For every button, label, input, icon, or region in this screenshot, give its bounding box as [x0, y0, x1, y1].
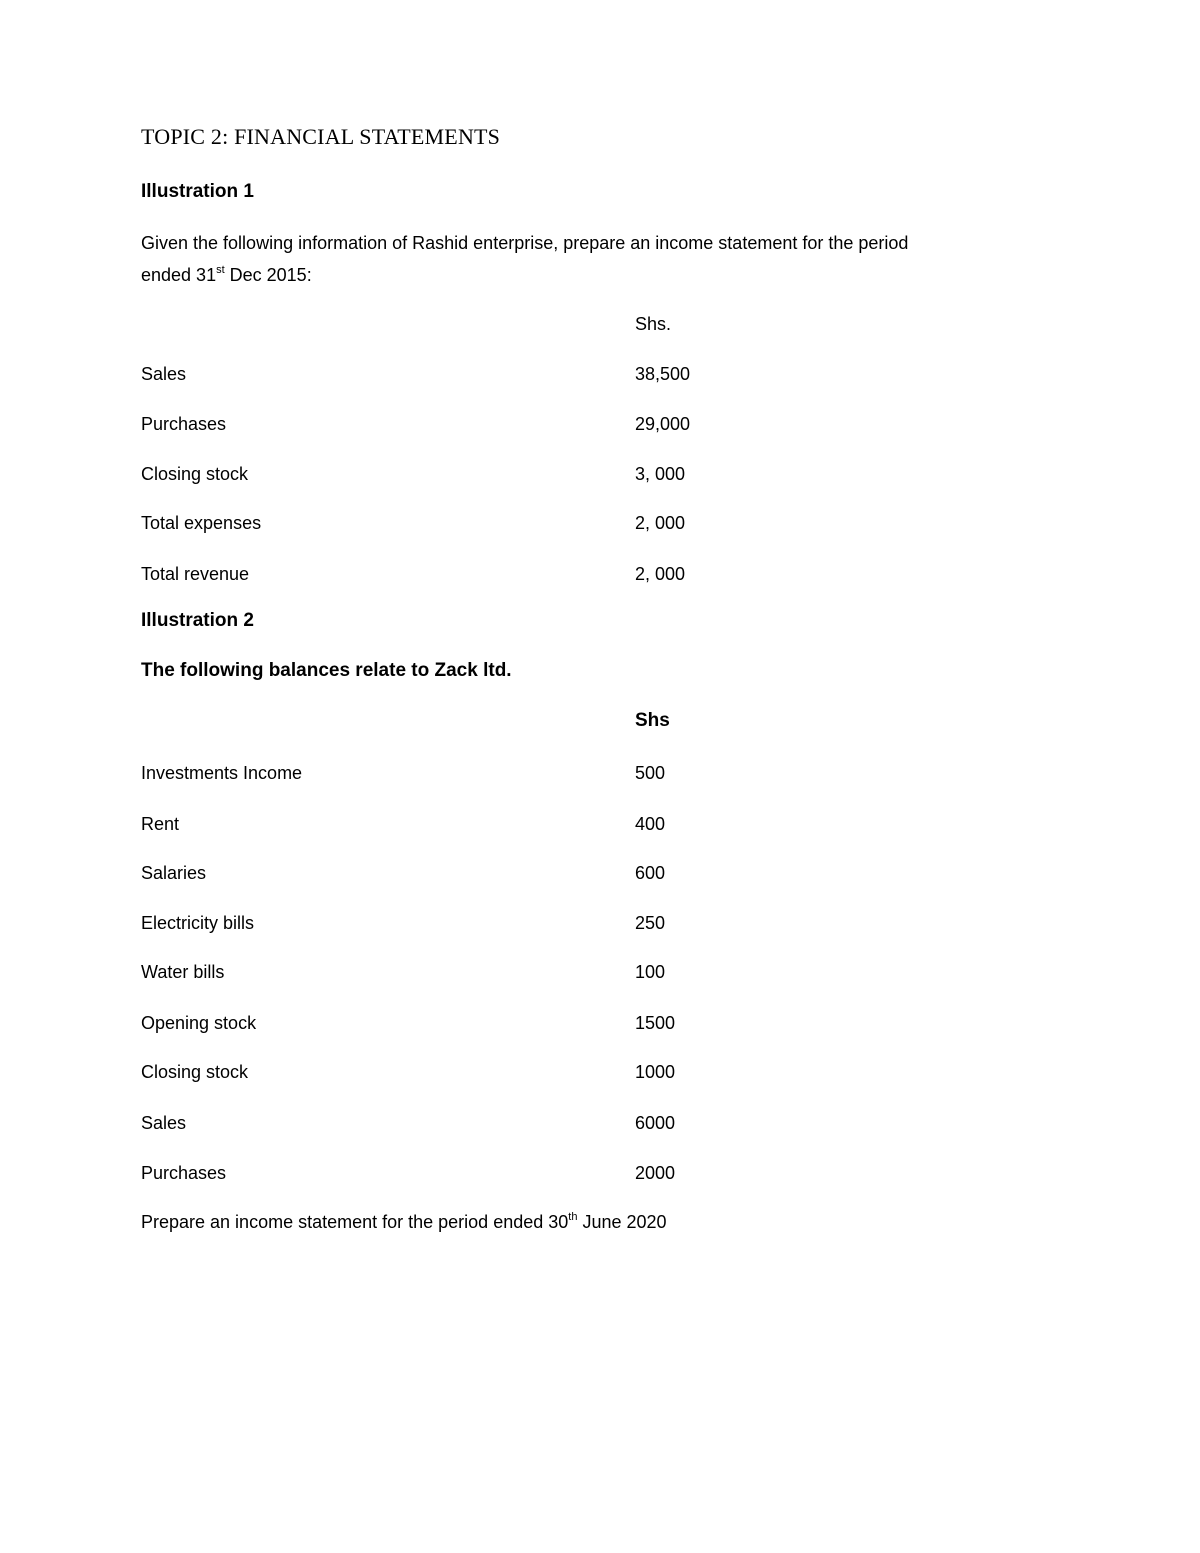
ill2-row-value: 100 — [635, 962, 666, 982]
instruction-suffix: June 2020 — [577, 1212, 667, 1232]
ill2-row-value: 250 — [635, 913, 666, 933]
intro-date-suffix: Dec 2015: — [224, 265, 312, 285]
ill1-row-label: Sales — [141, 364, 187, 384]
illustration-2-currency-header: Shs — [635, 710, 670, 731]
ill2-row-label: Water bills — [141, 962, 225, 982]
illustration-1-heading: Illustration 1 — [141, 181, 254, 202]
intro-date-superscript: st — [216, 264, 225, 276]
document-title: TOPIC 2: FINANCIAL STATEMENTS — [141, 124, 501, 149]
ill1-row-label: Closing stock — [141, 464, 249, 484]
ill1-row-label: Total expenses — [141, 513, 262, 533]
ill1-row-value: 2, 000 — [635, 564, 686, 584]
ill1-row-value: 2, 000 — [635, 513, 686, 533]
ill2-row-label: Electricity bills — [141, 913, 255, 933]
ill2-row-label: Opening stock — [141, 1013, 257, 1033]
ill2-row-label: Rent — [141, 814, 180, 834]
illustration-2-instruction — [141, 1210, 667, 1234]
ill2-row-label: Closing stock — [141, 1062, 249, 1082]
ill2-row-value: 500 — [635, 763, 666, 783]
ill2-row-value: 2000 — [635, 1163, 676, 1183]
instruction-superscript: th — [568, 1211, 578, 1223]
ill1-row-label: Purchases — [141, 414, 227, 434]
instruction-prefix: Prepare an income statement for the period ended 30 — [141, 1212, 569, 1232]
illustration-1-intro-line-1: Given the following information of Rashid enterprise, prepare an income statement for the period — [141, 233, 909, 253]
intro-date-prefix: ended 31 — [141, 265, 217, 285]
ill1-row-value: 29,000 — [635, 414, 691, 434]
ill1-row-label: Total revenue — [141, 564, 250, 584]
ill2-row-value: 1000 — [635, 1062, 676, 1082]
ill2-row-label: Sales — [141, 1113, 187, 1133]
ill2-row-value: 1500 — [635, 1013, 676, 1033]
ill2-row-value: 6000 — [635, 1113, 676, 1133]
illustration-1-intro-line-2 — [141, 263, 312, 287]
ill1-row-value: 38,500 — [635, 364, 691, 384]
ill2-row-value: 400 — [635, 814, 666, 834]
ill2-row-label: Investments Income — [141, 763, 303, 783]
ill2-row-label: Purchases — [141, 1163, 227, 1183]
ill2-row-value: 600 — [635, 863, 666, 883]
illustration-2-subheading: The following balances relate to Zack ltd. — [141, 660, 512, 681]
ill2-row-label: Salaries — [141, 863, 207, 883]
illustration-2-heading: Illustration 2 — [141, 610, 254, 631]
ill1-row-value: 3, 000 — [635, 464, 686, 484]
illustration-1-currency-header: Shs. — [635, 314, 672, 334]
